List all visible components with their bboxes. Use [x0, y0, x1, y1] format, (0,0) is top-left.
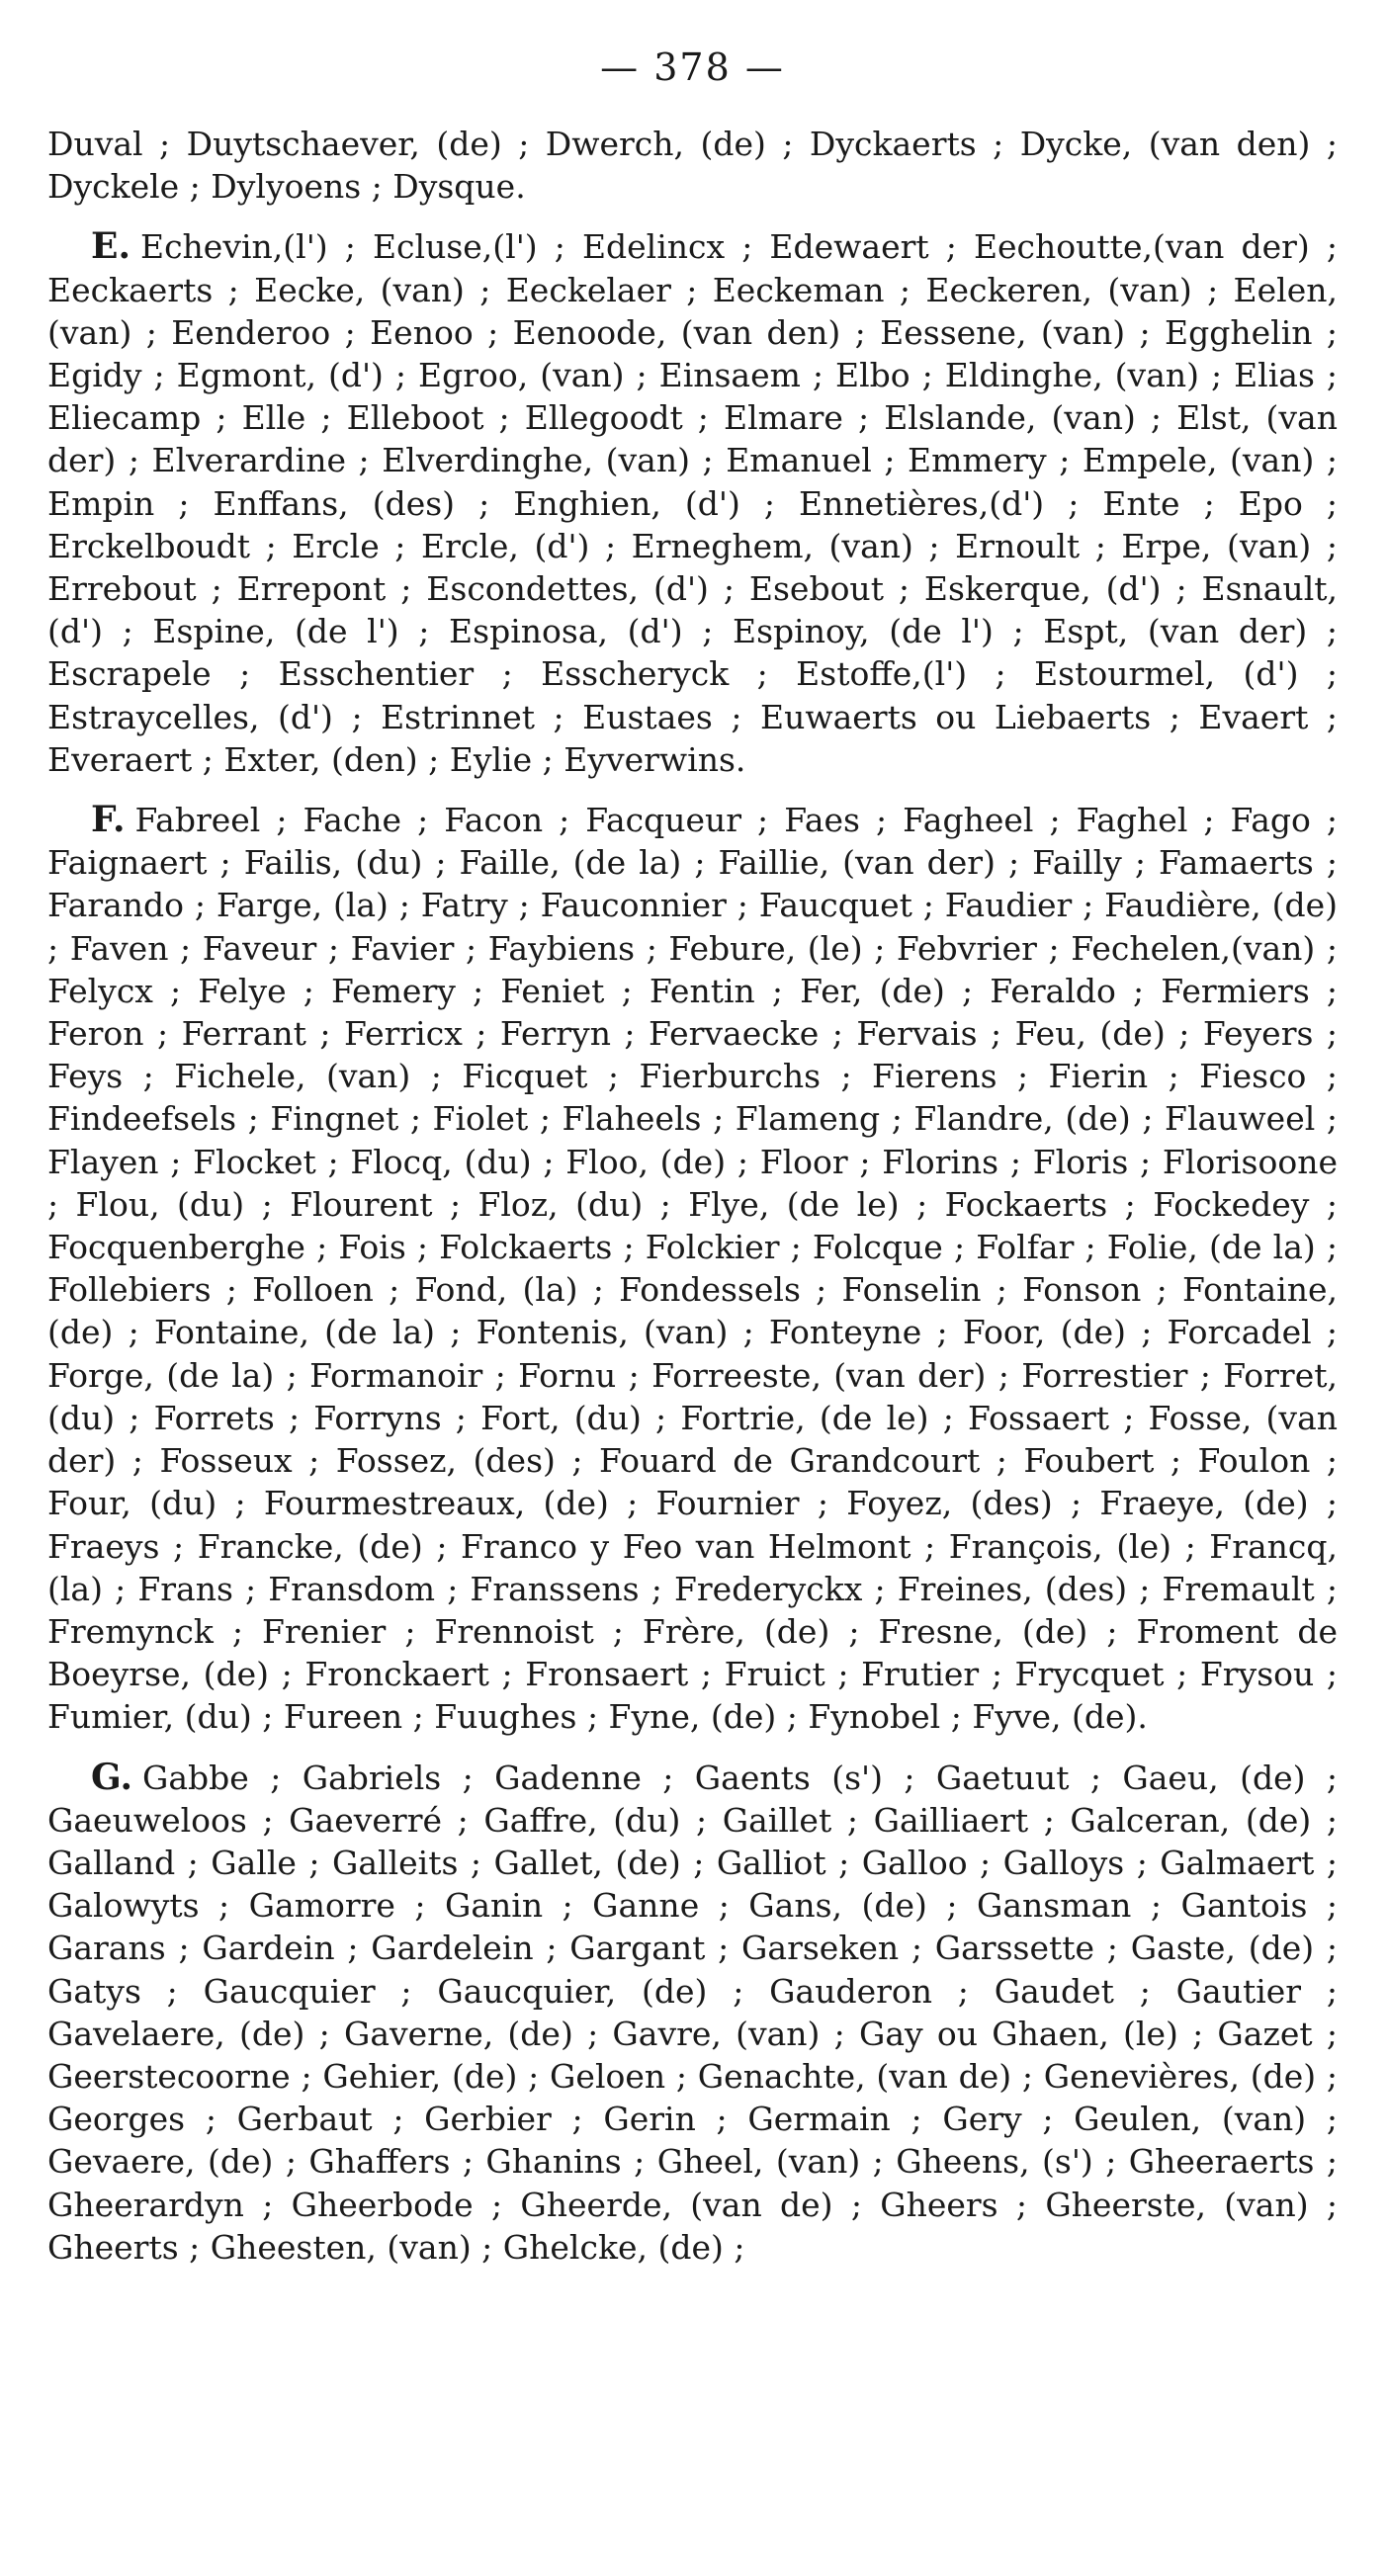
section-g-text: Gabbe ; Gabriels ; Gadenne ; Gaents (s') ; Gaetuut ; Gaeu, (de) ; Gaeuweloos ; Gaeverré ; Gaffre, (du) ; Gaillet ; Gailliaert ; Galceran, (de) ; Galland ; Galle ; Galleits ; Gallet, (de) ; Galliot ; Galloo ; Galloys ; Galmaert ; Galowyts ; Gamorre ; Ganin ; Ganne ; Gans, (de) ; Gansman ; Gantois ; Garans ; Gardein ; Gardelein ; Gargant ; Garseken ; Garssette ; Gaste, (de) ; Gatys ; Gaucquier ; Gaucquier, (de) ; Gauderon ; Gaudet ; Gautier ; Gavelaere, (de) ; Gaverne, (de) ; Gavre, (van) ; Gay ou Ghaen, (le) ; Gazet ; Geerstecoorne ; Gehier, (de) ; Geloen ; Genachte, (van de) ; Genevières, (de) ; Georges ; Gerbaut ; Gerbier ; Gerin ; Germain ; Gery ; Geulen, (van) ; Gevaere, (de) ; Ghaffers ; Ghanins ; Gheel, (van) ; Gheens, (s') ; Gheeraerts ; Gheerardyn ; Gheerbode ; Gheerde, (van de) ; Gheers ; Gheerste, (van) ; Gheerts ; Gheesten, (van) ; Ghelcke, (de) ; — [47, 1758, 1338, 2267]
section-e — [47, 225, 1338, 781]
section-f-text: Fabreel ; Fache ; Facon ; Facqueur ; Faes ; Fagheel ; Faghel ; Fago ; Faignaert ; Failis, (du) ; Faille, (de la) ; Faillie, (van der) ; Failly ; Famaerts ; Farando ; Farge, (la) ; Fatry ; Fauconnier ; Faucquet ; Faudier ; Faudière, (de) ; Faven ; Faveur ; Favier ; Faybiens ; Febure, (le) ; Febvrier ; Fechelen,(van) ; Felycx ; Felye ; Femery ; Feniet ; Fentin ; Fer, (de) ; Feraldo ; Fermiers ; Feron ; Ferrant ; Ferricx ; Ferryn ; Fervaecke ; Fervais ; Feu, (de) ; Feyers ; Feys ; Fichele, (van) ; Ficquet ; Fierburchs ; Fierens ; Fierin ; Fiesco ; Findeefsels ; Fingnet ; Fiolet ; Flaheels ; Flameng ; Flandre, (de) ; Flauweel ; Flayen ; Flocket ; Flocq, (du) ; Floo, (de) ; Floor ; Florins ; Floris ; Florisoone ; Flou, (du) ; Flourent ; Floz, (du) ; Flye, (de le) ; Fockaerts ; Fockedey ; Focquenberghe ; Fois ; Folckaerts ; Folckier ; Folcque ; Folfar ; Folie, (de la) ; Follebiers ; Folloen ; Fond, (la) ; Fondessels ; Fonselin ; Fonson ; Fontaine, (de) ; Fontaine, (de la) ; Fontenis, (van) ; Fonteyne ; Foor, (de) ; Forcadel ; Forge, (de la) ; Formanoir ; Fornu ; Forreeste, (van der) ; Forrestier ; Forret, (du) ; Forrets ; Forryns ; Fort, (du) ; Fortrie, (de le) ; Fossaert ; Fosse, (van der) ; Fosseux ; Fossez, (des) ; Fouard de Grandcourt ; Foubert ; Foulon ; Four, (du) ; Fourmestreaux, (de) ; Fournier ; Foyez, (des) ; Fraeye, (de) ; Fraeys ; Francke, (de) ; Franco y Feo van Helmont ; François, (le) ; Francq, (la) ; Frans ; Fransdom ; Franssens ; Frederyckx ; Freines, (des) ; Fremault ; Fremynck ; Frenier ; Frennoist ; Frère, (de) ; Fresne, (de) ; Froment de Boeyrse, (de) ; Fronckaert ; Fronsaert ; Fruict ; Frutier ; Frycquet ; Frysou ; Fumier, (du) ; Fureen ; Fuughes ; Fyne, (de) ; Fynobel ; Fyve, (de). — [47, 801, 1338, 1737]
section-f-letter: F. — [91, 799, 126, 841]
section-g — [47, 1757, 1338, 2269]
page-number: — 378 — — [600, 45, 785, 89]
section-f — [47, 799, 1338, 1738]
section-d-text: Duval ; Duytschaever, (de) ; Dwerch, (de) ; Dyckaerts ; Dycke, (van den) ; Dyckele ; Dylyoens ; Dysque. — [47, 125, 1338, 207]
section-d-continuation — [47, 123, 1338, 208]
section-g-letter: G. — [91, 1756, 132, 1798]
section-e-text: Echevin,(l') ; Ecluse,(l') ; Edelincx ; Edewaert ; Eechoutte,(van der) ; Eeckaerts ; Eecke, (van) ; Eeckelaer ; Eeckeman ; Eeckeren, (van) ; Eelen, (van) ; Eenderoo ; Eenoo ; Eenoode, (van den) ; Eessene, (van) ; Egghelin ; Egidy ; Egmont, (d') ; Egroo, (van) ; Einsaem ; Elbo ; Eldinghe, (van) ; Elias ; Eliecamp ; Elle ; Elleboot ; Ellegoodt ; Elmare ; Elslande, (van) ; Elst, (van der) ; Elverardine ; Elverdinghe, (van) ; Emanuel ; Emmery ; Empele, (van) ; Empin ; Enffans, (des) ; Enghien, (d') ; Ennetières,(d') ; Ente ; Epo ; Erckelboudt ; Ercle ; Ercle, (d') ; Erneghem, (van) ; Ernoult ; Erpe, (van) ; Errebout ; Errepont ; Escondettes, (d') ; Esebout ; Eskerque, (d') ; Esnault, (d') ; Espine, (de l') ; Espinosa, (d') ; Espinoy, (de l') ; Espt, (van der) ; Escrapele ; Esschentier ; Esscheryck ; Estoffe,(l') ; Estourmel, (d') ; Estraycelles, (d') ; Estrinnet ; Eustaes ; Euwaerts ou Liebaerts ; Evaert ; Everaert ; Exter, (den) ; Eylie ; Eyverwins. — [47, 227, 1338, 779]
section-e-letter: E. — [91, 225, 130, 268]
